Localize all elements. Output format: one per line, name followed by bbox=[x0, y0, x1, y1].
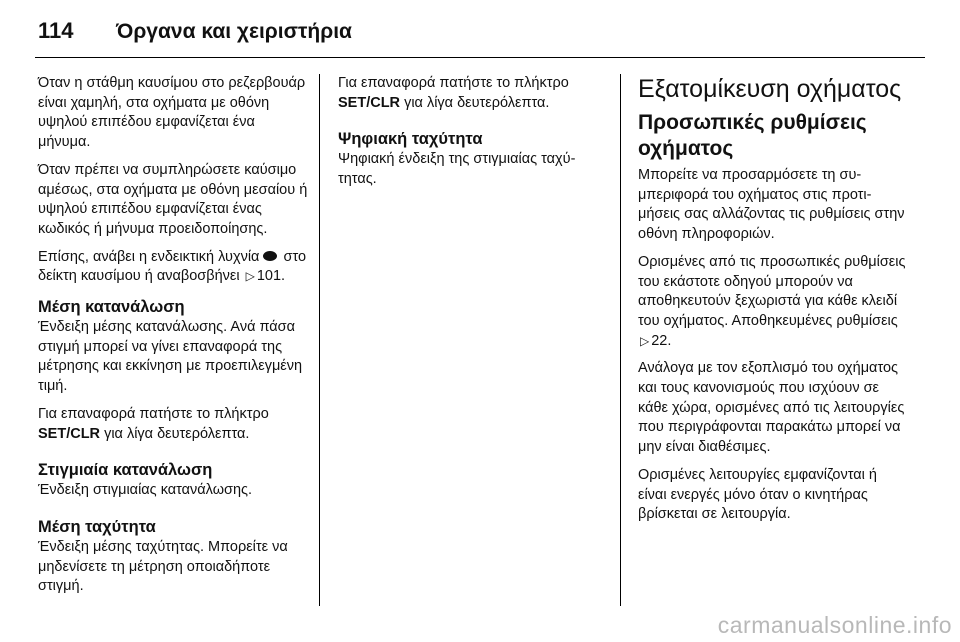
column-divider bbox=[620, 74, 621, 606]
page-reference-icon: ▷ bbox=[640, 333, 650, 348]
paragraph bbox=[38, 405, 310, 444]
text: Ορισμένες από τις προσωπικές ρυθμίσεις του εκάστοτε οδηγού μπορούν να αποθηκευτούν ξεχωριστά για κάθε κλειδί του οχήματος. Αποθηκευμένες ρυθμίσεις bbox=[638, 253, 906, 329]
paragraph: Ψηφιακή ένδειξη της στιγμιαίας ταχύτητας. bbox=[338, 151, 576, 188]
page-number: 114 bbox=[38, 18, 74, 43]
column-middle bbox=[338, 74, 606, 198]
subchapter-heading: Προσωπικές ρυθμίσεις οχήματος bbox=[638, 111, 867, 160]
paragraph: Ένδειξη μέσης κατανάλωσης. Ανά πάσα στιγμή μπορεί να γίνει επαναφορά της μέτρησης και εκκίνηση με προεπιλεγμένη τιμή. bbox=[38, 319, 303, 395]
paragraph: Ένδειξη μέσης ταχύτητας. Μπορείτε να μηδενίσετε τη μέτρηση οποιαδήποτε στιγμή. bbox=[38, 538, 288, 595]
paragraph bbox=[38, 248, 310, 287]
page-title: Όργανα και χειριστήρια bbox=[116, 20, 352, 43]
paragraph bbox=[338, 74, 606, 113]
page-reference-icon: ▷ bbox=[245, 269, 255, 284]
text: για λίγα δευτερόλεπτα. bbox=[104, 425, 250, 442]
chapter-heading: Εξατομίκευση οχήματος bbox=[638, 75, 902, 103]
fuel-warning-lamp-icon bbox=[263, 251, 277, 261]
paragraph bbox=[638, 253, 908, 352]
column-divider bbox=[319, 74, 320, 606]
page-reference[interactable]: 22. bbox=[651, 332, 672, 349]
text: στο δείκτη καυσίμου ή αναβοσβήνει bbox=[38, 248, 307, 285]
text: Για επαναφορά πατήστε το πλήκτρο bbox=[338, 75, 569, 91]
paragraph: Μπορείτε να προσαρμόσετε τη συμπεριφορά του οχήματος στις προτιμήσεις σας αλλάζοντας τις ρυθμίσεις στην οθόνη πληροφοριών. bbox=[638, 167, 905, 243]
section-heading: Στιγμιαία κατανάλωση bbox=[38, 461, 213, 480]
header-rule bbox=[35, 57, 925, 58]
paragraph: Όταν η στάθμη καυσίμου στο ρεζερβουάρ είναι χαμηλή, στα οχήματα με οθόνη υψηλού επιπέδου εμφανίζεται ένα μήνυμα. bbox=[38, 75, 306, 151]
section-heading: Μέση ταχύτητα bbox=[38, 517, 156, 536]
watermark: carmanualsonline.info bbox=[717, 612, 952, 638]
section-heading: Μέση κατανάλωση bbox=[38, 298, 185, 317]
text: Για επαναφορά πατήστε το πλήκτρο bbox=[38, 405, 269, 422]
column-right bbox=[638, 74, 908, 533]
paragraph: Ορισμένες λειτουργίες εμφανίζονται ή είναι ενεργές μόνο όταν ο κινητήρας βρίσκεται σε λειτουργία. bbox=[638, 466, 877, 523]
text: για λίγα δευτερόλεπτα. bbox=[404, 94, 550, 111]
key-label: SET/CLR bbox=[38, 425, 101, 442]
paragraph: Όταν πρέπει να συμπληρώσετε καύσιμο αμέσως, στα οχήματα με οθόνη μεσαίου ή υψηλού επιπέδου εμφανίζεται ένας κωδικός ή μήνυμα προειδοποίησης. bbox=[38, 161, 308, 237]
key-label: SET/CLR bbox=[338, 94, 401, 111]
paragraph: Ένδειξη στιγμιαίας κατανάλωσης. bbox=[38, 482, 253, 499]
page-header bbox=[38, 18, 352, 48]
page-reference[interactable]: 101. bbox=[256, 268, 286, 285]
column-left bbox=[38, 74, 310, 605]
text: Επίσης, ανάβει η ενδεικτική λυχνία bbox=[38, 248, 260, 265]
paragraph: Ανάλογα με τον εξοπλισμό του οχήματος και τους κανονισμούς που ισχύουν σε κάθε χώρα, ορισμένες από τις λειτουργίες που περιγράφονται παρακάτω μπορεί να μην είναι διαθέσιμες. bbox=[638, 360, 905, 456]
section-heading: Ψηφιακή ταχύτητα bbox=[338, 130, 483, 149]
